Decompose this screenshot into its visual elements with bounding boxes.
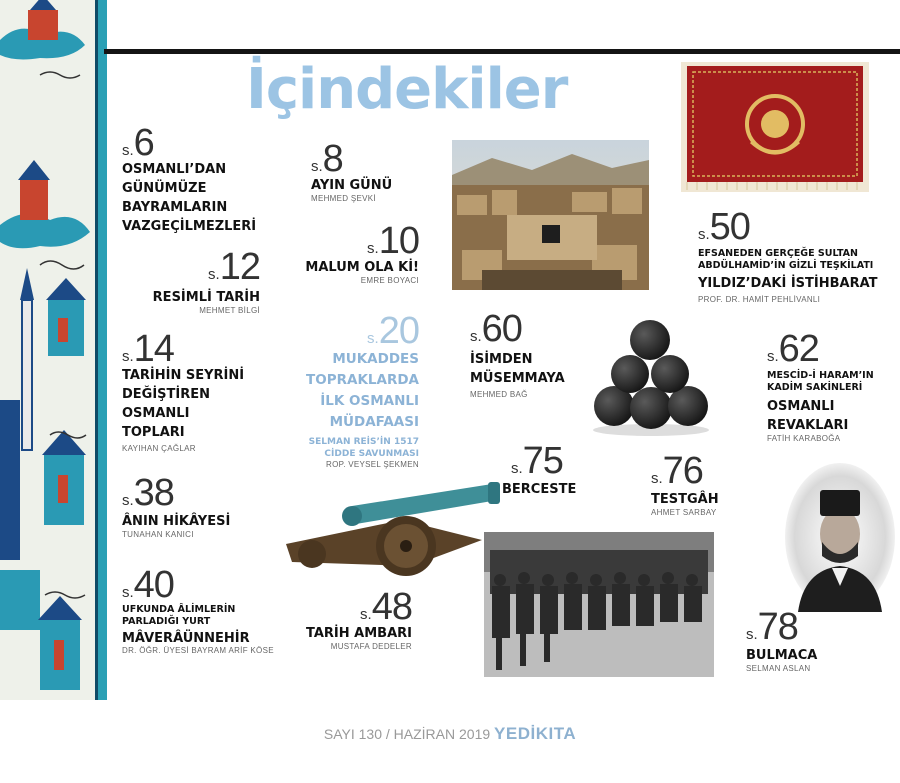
entry-author: MEHMED ŞEVKİ	[311, 194, 376, 203]
entry-heading: RESİMLİ TARİH	[152, 290, 260, 305]
ottoman-tile-icon	[0, 0, 107, 700]
entry-heading: MALUM OLA Kİ!	[305, 260, 419, 275]
page-number: s.75	[511, 440, 563, 482]
page-title: İçindekiler	[246, 57, 568, 122]
page-number: s.40	[122, 564, 174, 606]
top-rule	[104, 49, 900, 54]
page-number: s.50	[698, 206, 750, 248]
brand-logo: YEDİKITA	[494, 724, 577, 743]
cannonballs-icon	[588, 316, 714, 438]
page-number: s.10	[367, 220, 419, 262]
entry-author: ROP. VEYSEL ŞEKMEN	[326, 460, 419, 469]
page-number: s.8	[311, 138, 343, 180]
imperial-flag-icon	[681, 62, 869, 192]
entry-author: AHMET SARBAY	[651, 508, 717, 517]
page-number: s.76	[651, 450, 703, 492]
entry-heading: TARİH AMBARI	[306, 626, 412, 641]
entry-author: FATİH KARABOĞA	[767, 434, 841, 443]
entry-author: PROF. DR. HAMİT PEHLİVANLI	[698, 295, 821, 304]
page-number: s.6	[122, 122, 154, 164]
entry-author: DR. ÖĞR. ÜYESİ BAYRAM ARİF KÖSE	[122, 646, 274, 655]
page-number: s.48	[360, 586, 412, 628]
entry-author: EMRE BOYACI	[360, 276, 419, 285]
entry-heading: ÂNIN HİKÂYESİ	[122, 514, 231, 529]
entry-heading: UFKUNDA ÂLİMLERİN PARLADIĞI YURT MÂVERÂÜNNEHİR	[122, 604, 250, 646]
mecca-painting-icon	[452, 140, 649, 290]
page-number: s.62	[767, 328, 819, 370]
entry-author: SELMAN ASLAN	[746, 664, 811, 673]
entry-heading: BERCESTE	[502, 482, 577, 497]
entry-heading: EFSANEDEN GERÇEĞE SULTAN ABDÜLHAMİD’İN GİZLİ TEŞKİLATI YILDIZ’DAKİ İSTİHBARAT	[698, 248, 878, 291]
page-number: s.78	[746, 606, 798, 648]
page-number: s.60	[470, 308, 522, 350]
entry-heading: MESCİD-İ HARAM’IN KADİM SAKİNLERİ OSMANLI REVAKLARI	[767, 370, 874, 433]
entry-heading: MUKADDES TOPRAKLARDA İLK OSMANLI MÜDAFAASI SELMAN REİS’İN 1517 CİDDE SAVUNMASI	[306, 351, 419, 459]
entry-heading: İSİMDEN MÜSEMMAYA	[470, 352, 565, 386]
entry-author: MEHMED BAĞ	[470, 390, 528, 399]
footer	[0, 724, 900, 744]
entry-author: TUNAHAN KANICI	[122, 530, 194, 539]
page-number: s.12	[208, 246, 260, 288]
entry-heading: TESTGÂH	[651, 492, 719, 507]
entry-heading: OSMANLI’DAN GÜNÜMÜZE BAYRAMLARIN VAZGEÇİLMEZLERİ	[122, 162, 257, 234]
soldiers-photo-icon	[484, 532, 714, 677]
page-number: s.14	[122, 328, 174, 370]
entry-author: KAYIHAN ÇAĞLAR	[122, 444, 196, 453]
page-number: s.38	[122, 472, 174, 514]
page-number: s.20	[367, 310, 419, 352]
cannon-icon	[282, 480, 504, 578]
entry-heading: BULMACA	[746, 648, 818, 663]
issue-info: SAYI 130 / HAZİRAN 2019	[323, 726, 491, 742]
entry-heading: AYIN GÜNÜ	[311, 178, 393, 193]
portrait-photo-icon	[784, 462, 896, 612]
entry-author: MEHMET BİLGİ	[199, 306, 260, 315]
entry-heading: TARİHİN SEYRİNİ DEĞİŞTİREN OSMANLI TOPLARI	[122, 368, 245, 440]
entry-author: MUSTAFA DEDELER	[330, 642, 412, 651]
